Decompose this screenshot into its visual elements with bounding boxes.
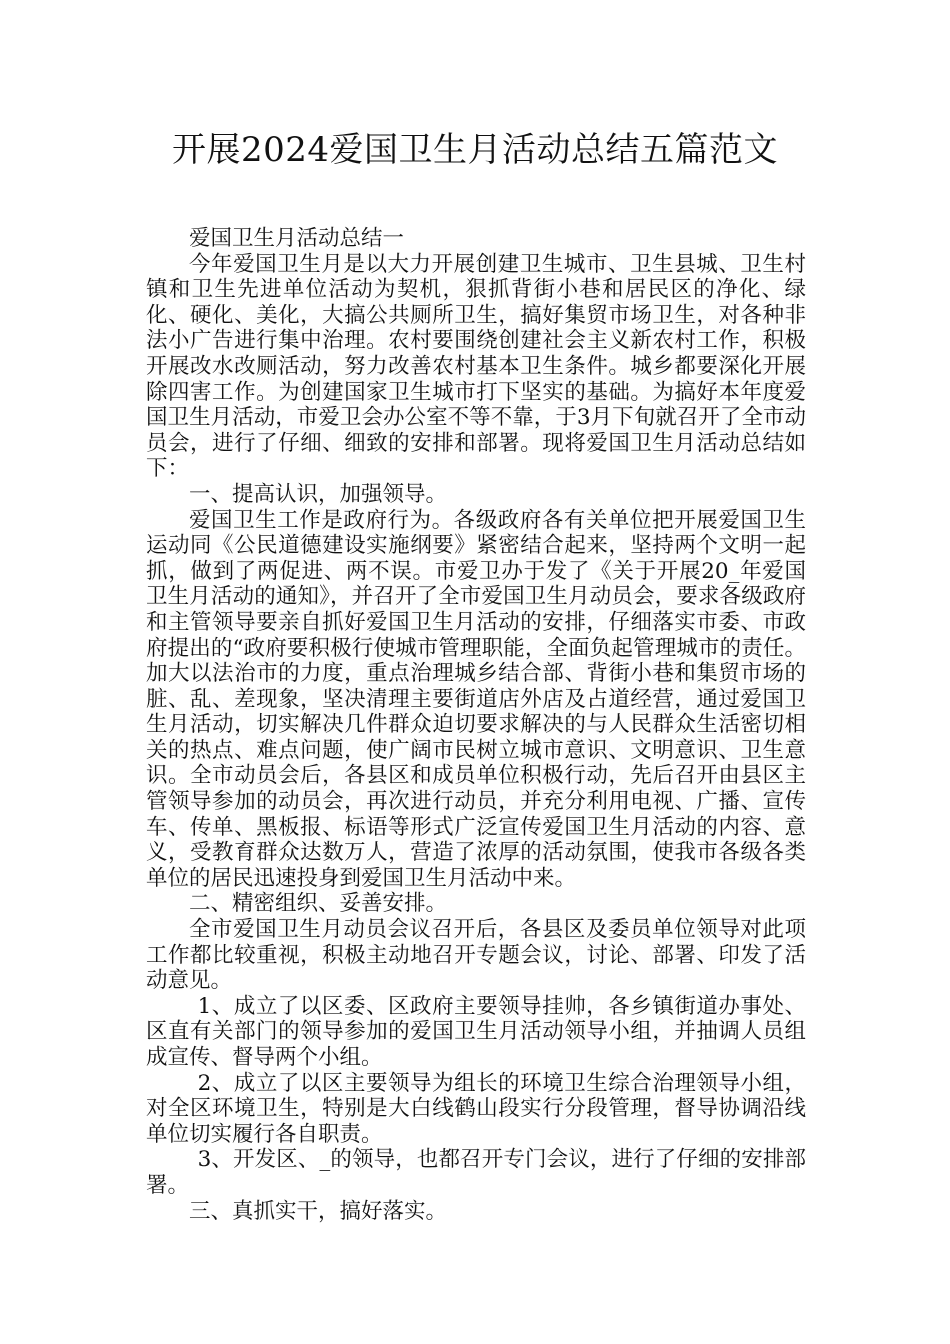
- paragraph: 全市爱国卫生月动员会议召开后，各县区及委员单位领导对此项工作都比较重视，积极主动地召开专题会议，讨论、部署、印发了活动意见。: [146, 917, 806, 994]
- section-heading: 爱国卫生月活动总结一: [189, 226, 405, 251]
- list-item: 1、成立了以区委、区政府主要领导挂帅，各乡镇街道办事处、区直有关部门的领导参加的爱国卫生月活动领导小组，并抽调人员组成宣传、督导两个小组。: [146, 993, 806, 1070]
- section-heading: 二、精密组织、妥善安排。: [189, 891, 448, 917]
- section-heading: 一、提高认识，加强领导。: [189, 481, 448, 507]
- list-item: 2、成立了以区主要领导为组长的环境卫生综合治理领导小组，对全区环境卫生，特别是大白线鹤山段实行分段管理，督导协调沿线单位切实履行各自职责。: [146, 1070, 806, 1147]
- document-body: [146, 226, 806, 1224]
- list-item: 3、开发区、_的领导，也都召开专门会议，进行了仔细的安排部署。: [146, 1147, 806, 1198]
- paragraph: 今年爱国卫生月是以大力开展创建卫生城市、卫生县城、卫生村镇和卫生先进单位活动为契机，狠抓背街小巷和居民区的净化、绿化、硬化、美化，大搞公共厕所卫生，搞好集贸市场卫生，对各种非法小广告进行集中治理。农村要围绕创建社会主义新农村工作，积极开展改水改厕活动，努力改善农村基本卫生条件。城乡都要深化开展除四害工作。为创建国家卫生城市打下坚实的基础。为搞好本年度爱国卫生月活动，市爱卫会办公室不等不靠，于3月下旬就召开了全市动员会，进行了仔细、细致的安排和部署。现将爱国卫生月活动总结如下：: [146, 251, 806, 482]
- document-title: 开展2024爱国卫生月活动总结五篇范文: [171, 130, 779, 170]
- section-heading: 三、真抓实干，搞好落实。: [189, 1198, 448, 1224]
- paragraph: 爱国卫生工作是政府行为。各级政府各有关单位把开展爱国卫生运动同《公民道德建设实施纲要》紧密结合起来，坚持两个文明一起抓，做到了两促进、两不误。市爱卫办于发了《关于开展20_年爱国卫生月活动的通知》，并召开了全市爱国卫生月动员会，要求各级政府和主管领导要亲自抓好爱国卫生月活动的安排，仔细落实市委、市政府提出的“政府要积极行使城市管理职能，全面负起管理城市的责任。加大以法治市的力度，重点治理城乡结合部、背街小巷和集贸市场的脏、乱、差现象，坚决清理主要街道店外店及占道经营，通过爱国卫生月活动，切实解决几件群众迫切要求解决的与人民群众生活密切相关的热点、难点问题，使广阔市民树立城市意识、文明意识、卫生意识。全市动员会后，各县区和成员单位积极行动，先后召开由县区主管领导参加的动员会，再次进行动员，并充分利用电视、广播、宣传车、传单、黑板报、标语等形式广泛宣传爱国卫生月活动的内容、意义，受教育群众达数万人，营造了浓厚的活动氛围，使我市各级各类单位的居民迅速投身到爱国卫生月活动中来。: [146, 507, 806, 891]
